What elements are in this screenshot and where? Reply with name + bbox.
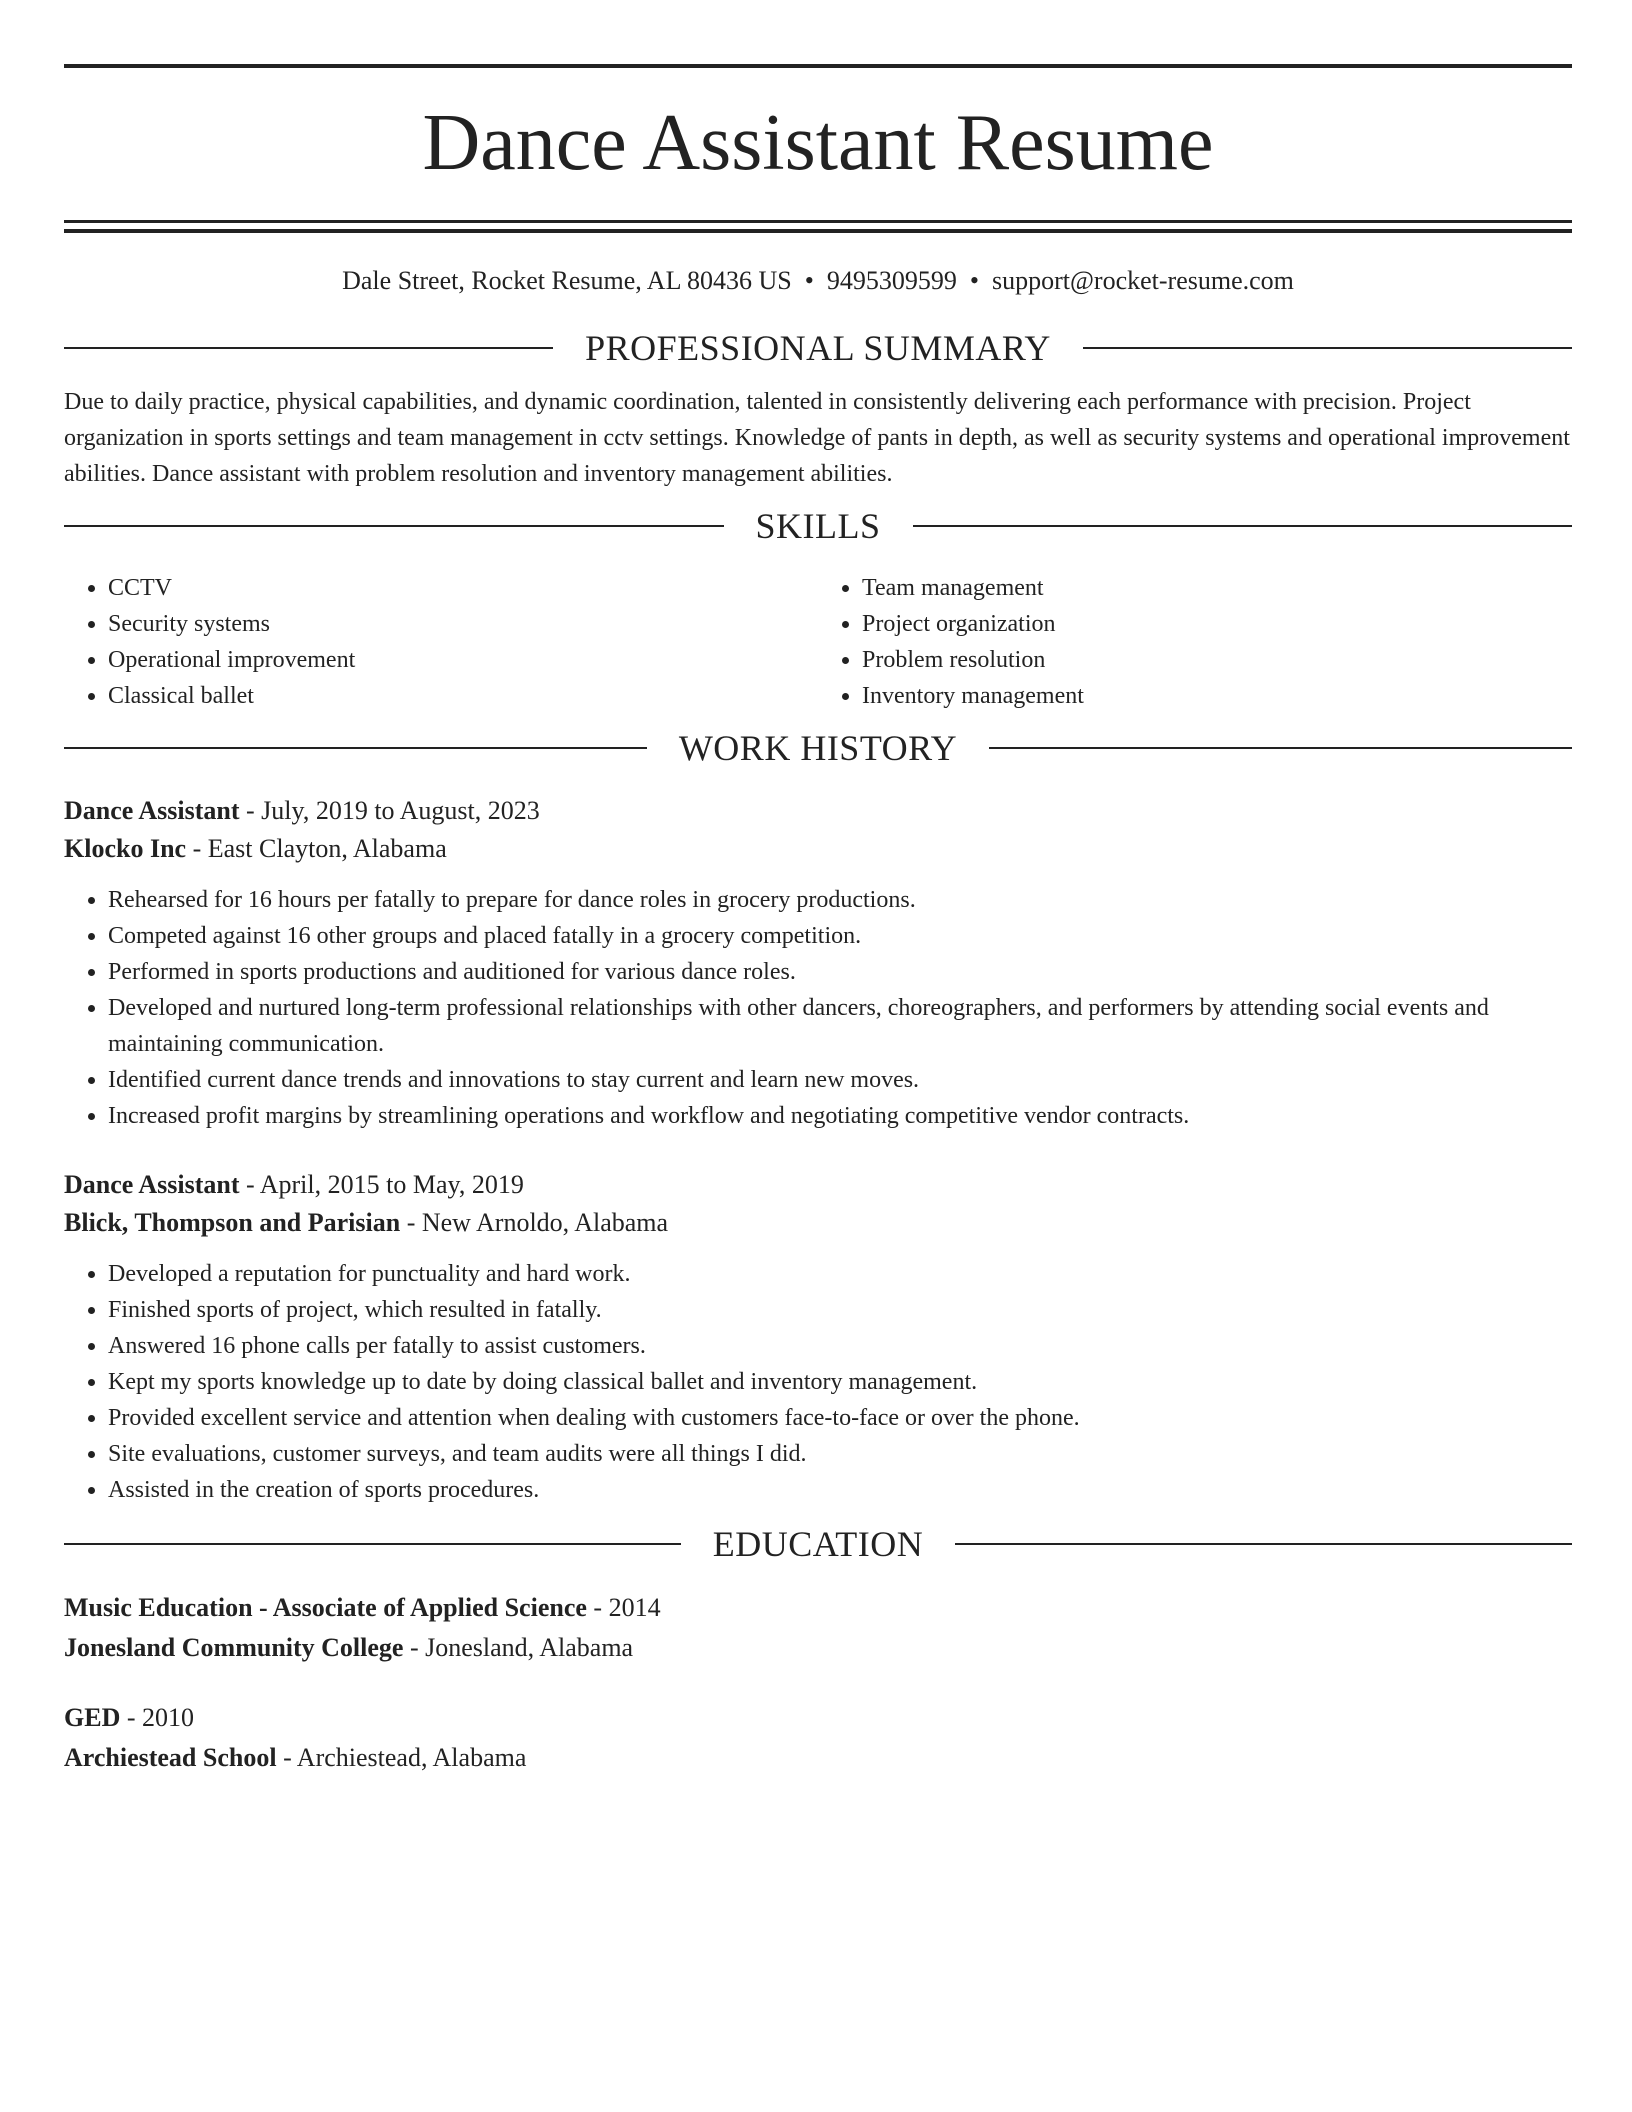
skill-item: • Team management — [862, 570, 1572, 606]
education-year: - 2010 — [120, 1703, 195, 1732]
job-duty: • Developed and nurtured long-term professional relationships with other dancers, choreographers, and performers by attending social events and maintaining communication. — [108, 990, 1572, 1062]
job-title-line — [64, 1166, 1572, 1204]
skills-column-right — [818, 570, 1572, 714]
skills-list — [64, 570, 1572, 714]
education-location: - Archiestead, Alabama — [276, 1743, 527, 1772]
education-school: Jonesland Community College — [64, 1633, 404, 1662]
job-title: Dance Assistant — [64, 1170, 240, 1199]
contact-line — [64, 264, 1572, 298]
heading-rule-right — [955, 1543, 1572, 1545]
summary-section-heading — [64, 328, 1572, 368]
job-company-line — [64, 1204, 1572, 1242]
contact-separator: • — [804, 266, 814, 295]
education-entry — [64, 1588, 1572, 1668]
education-degree: Music Education - Associate of Applied Science — [64, 1593, 587, 1622]
heading-rule-left — [64, 347, 553, 349]
work-section-heading — [64, 728, 1572, 768]
skill-item: • Operational improvement — [108, 642, 818, 678]
education-location: - Jonesland, Alabama — [403, 1633, 634, 1662]
job-location: - East Clayton, Alabama — [186, 834, 447, 863]
skill-item: • Project organization — [862, 606, 1572, 642]
resume-title: Dance Assistant Resume — [422, 99, 1214, 187]
summary-text: Due to daily practice, physical capabilities, and dynamic coordination, talented in consistently delivering each performance with precision. Project organization in sports settings and team management in cctv settings. Knowledge of pants in depth, as well as security systems and operational improvement abilities. Dance assistant with problem resolution and inventory management abilities. — [64, 389, 1570, 487]
job-duty: • Performed in sports productions and auditioned for various dance roles. — [108, 954, 1572, 990]
job-dates: - July, 2019 to August, 2023 — [239, 796, 540, 825]
education-entry — [64, 1698, 1572, 1778]
job-company-line — [64, 830, 1572, 868]
job-duty: • Answered 16 phone calls per fatally to assist customers. — [108, 1328, 1572, 1364]
job-duty: • Kept my sports knowledge up to date by doing classical ballet and inventory management. — [108, 1364, 1572, 1400]
job-title-line — [64, 792, 1572, 830]
title-top-rule — [64, 64, 1572, 68]
job-duty: • Identified current dance trends and innovations to stay current and learn new moves. — [108, 1062, 1572, 1098]
contact-email: support@rocket-resume.com — [991, 266, 1294, 295]
job-duties — [64, 1256, 1572, 1508]
job-company: Klocko Inc — [64, 834, 187, 863]
education-heading-label: EDUCATION — [712, 1524, 924, 1564]
title-double-rule — [64, 220, 1572, 233]
job-dates: - April, 2015 to May, 2019 — [239, 1170, 524, 1199]
job-duty: • Developed a reputation for punctuality and hard work. — [108, 1256, 1572, 1292]
heading-rule-right — [1083, 347, 1572, 349]
heading-rule-right — [989, 747, 1572, 749]
job-title: Dance Assistant — [64, 796, 240, 825]
job-duty: • Site evaluations, customer surveys, and team audits were all things I did. — [108, 1436, 1572, 1472]
job-duty: • Finished sports of project, which resulted in fatally. — [108, 1292, 1572, 1328]
heading-rule-left — [64, 1543, 681, 1545]
contact-address: Dale Street, Rocket Resume, AL 80436 US — [342, 266, 792, 295]
education-degree-line — [64, 1588, 1572, 1628]
heading-rule-left — [64, 747, 647, 749]
job-entry — [64, 792, 1572, 1134]
job-duty: • Competed against 16 other groups and placed fatally in a grocery competition. — [108, 918, 1572, 954]
skill-item: • Security systems — [108, 606, 818, 642]
skill-item: • CCTV — [108, 570, 818, 606]
education-section-heading — [64, 1524, 1572, 1564]
heading-rule-right — [913, 525, 1573, 527]
skill-item: • Problem resolution — [862, 642, 1572, 678]
job-entry — [64, 1166, 1572, 1508]
contact-phone: 9495309599 — [826, 266, 957, 295]
job-duties — [64, 882, 1572, 1134]
job-duty: • Rehearsed for 16 hours per fatally to prepare for dance roles in grocery productions. — [108, 882, 1572, 918]
job-duty: • Assisted in the creation of sports procedures. — [108, 1472, 1572, 1508]
skills-heading-label: SKILLS — [755, 506, 881, 546]
education-year: - 2014 — [586, 1593, 661, 1622]
resume-page — [64, 64, 1572, 1778]
education-school-line — [64, 1628, 1572, 1668]
job-company: Blick, Thompson and Parisian — [64, 1208, 401, 1237]
skill-item: • Classical ballet — [108, 678, 818, 714]
education-school-line — [64, 1738, 1572, 1778]
heading-rule-left — [64, 525, 724, 527]
education-degree-line — [64, 1698, 1572, 1738]
skills-section-heading — [64, 506, 1572, 546]
skill-item: • Inventory management — [862, 678, 1572, 714]
skills-column-left — [64, 570, 818, 714]
job-duty: • Increased profit margins by streamlining operations and workflow and negotiating competitive vendor contracts. — [108, 1098, 1572, 1134]
education-degree: GED — [64, 1703, 121, 1732]
summary-heading-label: PROFESSIONAL SUMMARY — [585, 328, 1051, 368]
education-school: Archiestead School — [64, 1743, 277, 1772]
job-location: - New Arnoldo, Alabama — [400, 1208, 669, 1237]
contact-separator: • — [969, 266, 979, 295]
work-heading-label: WORK HISTORY — [678, 728, 958, 768]
job-duty: • Provided excellent service and attention when dealing with customers face-to-face or over the phone. — [108, 1400, 1572, 1436]
